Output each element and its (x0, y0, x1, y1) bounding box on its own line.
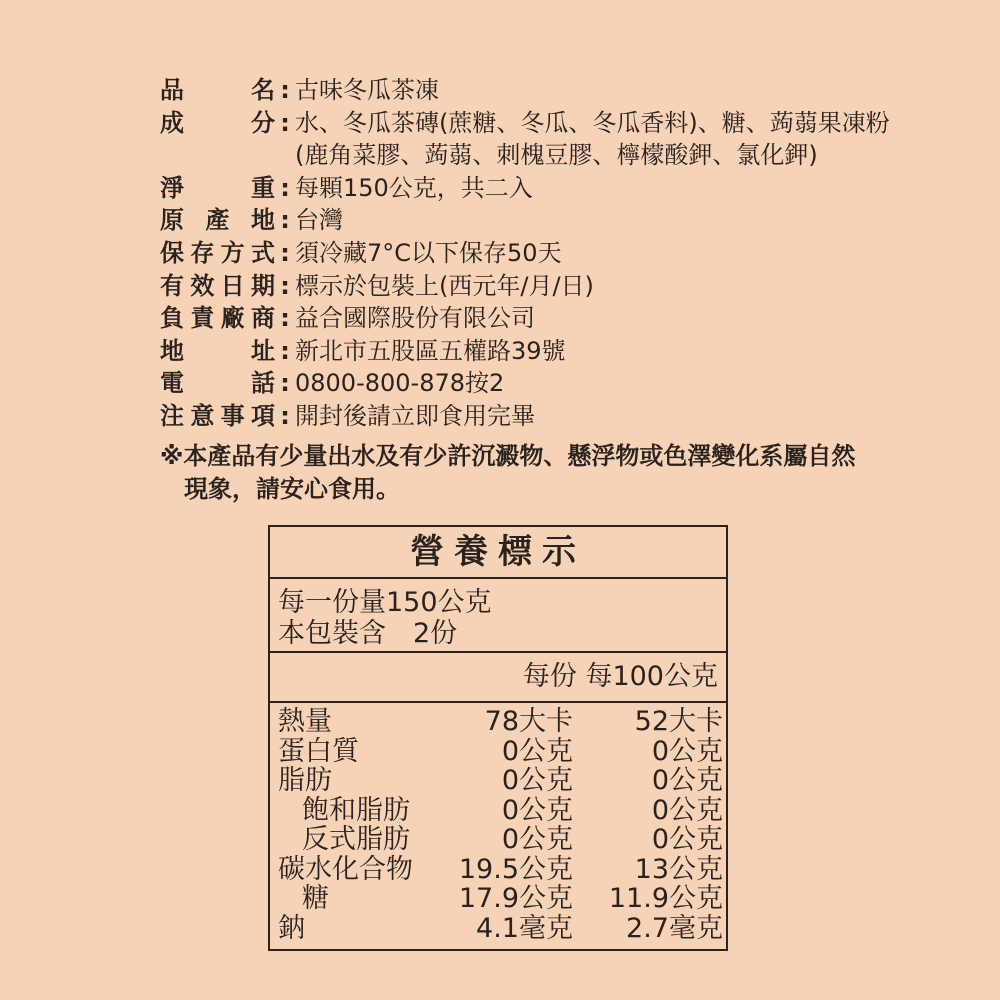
info-colon: : (280, 304, 290, 333)
info-row (160, 204, 940, 237)
info-colon: : (280, 76, 290, 104)
nutrient-name: 糖 (302, 883, 329, 914)
info-value: 開封後請立即食用完畢 (295, 401, 535, 430)
info-colon: : (280, 206, 290, 235)
nutrient-per-serving: 17.9公克 (458, 883, 573, 914)
info-colon: : (280, 369, 290, 398)
info-value: 水、冬瓜茶磚(蔗糖、冬瓜、冬瓜香料)、糖、蒟蒻果凍粉 (295, 108, 890, 137)
nutrient-per-serving: 0公克 (501, 824, 573, 855)
nutrient-per-100g: 0公克 (651, 824, 723, 855)
info-colon: : (280, 238, 290, 267)
nutrition-facts-panel (268, 525, 728, 951)
info-value: 台灣 (295, 206, 343, 235)
nutrient-row (270, 914, 726, 944)
info-value: (鹿角菜膠、蒟蒻、刺槐豆膠、檸檬酸鉀、氯化鉀) (295, 141, 818, 170)
nutrient-name: 蛋白質 (278, 735, 359, 767)
serving-info (270, 579, 726, 653)
info-label: 負 責 廠 商 (160, 304, 275, 333)
info-label: 注 意 事 項 (160, 401, 275, 430)
note-line-2: 現象，請安心食用。 (184, 474, 400, 503)
info-colon: : (280, 271, 290, 300)
info-colon: : (280, 108, 290, 137)
nutrient-per-100g: 0公克 (651, 794, 723, 826)
nutrient-name: 碳水化合物 (278, 853, 413, 885)
info-row (160, 302, 940, 335)
nutrient-per-100g: 0公克 (651, 735, 723, 767)
info-label: 原 產 地 (160, 206, 275, 235)
nutrient-per-serving: 78大卡 (484, 706, 573, 737)
nutrient-per-100g: 0公克 (651, 765, 723, 796)
info-row (160, 237, 940, 270)
info-value: 新北市五股區五權路39號 (295, 336, 566, 365)
info-label: 品 名 (160, 76, 275, 104)
info-label: 地 址 (160, 336, 275, 365)
info-colon: : (280, 173, 290, 202)
info-value: 每顆150公克，共二入 (295, 173, 533, 202)
nutrient-row (270, 884, 726, 914)
nutrient-per-100g: 52大卡 (634, 706, 723, 737)
nutrient-name: 飽和脂肪 (302, 794, 410, 826)
info-label: 保 存 方 式 (160, 238, 275, 267)
info-value: 須冷藏7°C以下保存50天 (295, 238, 562, 267)
info-row (160, 139, 940, 172)
product-info (160, 74, 940, 433)
column-headers (270, 653, 726, 703)
info-colon (275, 139, 295, 172)
nutrient-name: 熱量 (278, 706, 332, 737)
info-colon: : (280, 336, 290, 365)
storage-note (160, 440, 855, 505)
nutrient-row (270, 707, 726, 737)
info-label: 電 話 (160, 369, 275, 398)
info-value: 標示於包裝上(西元年/月/日) (295, 271, 594, 300)
nutrient-row (270, 796, 726, 826)
nutrient-row (270, 825, 726, 855)
nutrient-name: 反式脂肪 (302, 824, 410, 855)
info-label: 有 效 日 期 (160, 271, 275, 300)
nutrient-row (270, 766, 726, 796)
nutrient-per-100g: 2.7毫克 (626, 912, 723, 944)
info-row (160, 335, 940, 368)
nutrient-per-serving: 19.5公克 (458, 853, 573, 885)
nutrient-row (270, 737, 726, 767)
col-per-100g-header: 每100公克 (585, 661, 718, 692)
info-row (160, 107, 940, 140)
nutrient-per-100g: 11.9公克 (608, 883, 723, 914)
info-row (160, 270, 940, 303)
nutrient-row (270, 855, 726, 885)
info-row (160, 367, 940, 400)
info-value: 益合國際股份有限公司 (295, 304, 535, 333)
servings-per-package: 本包裝含 2份 (278, 618, 458, 649)
info-row (160, 172, 940, 205)
info-label: 淨 重 (160, 173, 275, 202)
nutrition-title: 營養標示 (270, 527, 726, 579)
info-colon: : (280, 401, 290, 430)
nutrient-per-serving: 0公克 (501, 794, 573, 826)
nutrient-rows (270, 703, 726, 943)
note-line-1: ※本產品有少量出水及有少許沉澱物、懸浮物或色澤變化系屬自然 (160, 442, 856, 470)
info-value: 古味冬瓜茶凍 (295, 76, 439, 104)
serving-size: 每一份量150公克 (278, 587, 492, 618)
nutrient-per-serving: 0公克 (501, 735, 573, 767)
info-row (160, 400, 940, 433)
nutrient-per-100g: 13公克 (634, 853, 723, 885)
nutrient-per-serving: 0公克 (501, 765, 573, 796)
nutrient-name: 脂肪 (278, 765, 332, 796)
col-per-serving-header: 每份 (522, 661, 577, 692)
info-label: 成 分 (160, 108, 275, 137)
info-row (160, 74, 940, 107)
nutrient-per-serving: 4.1毫克 (476, 912, 573, 944)
nutrient-name: 鈉 (278, 912, 305, 944)
info-label (160, 139, 275, 172)
info-value: 0800-800-878按2 (295, 369, 505, 398)
